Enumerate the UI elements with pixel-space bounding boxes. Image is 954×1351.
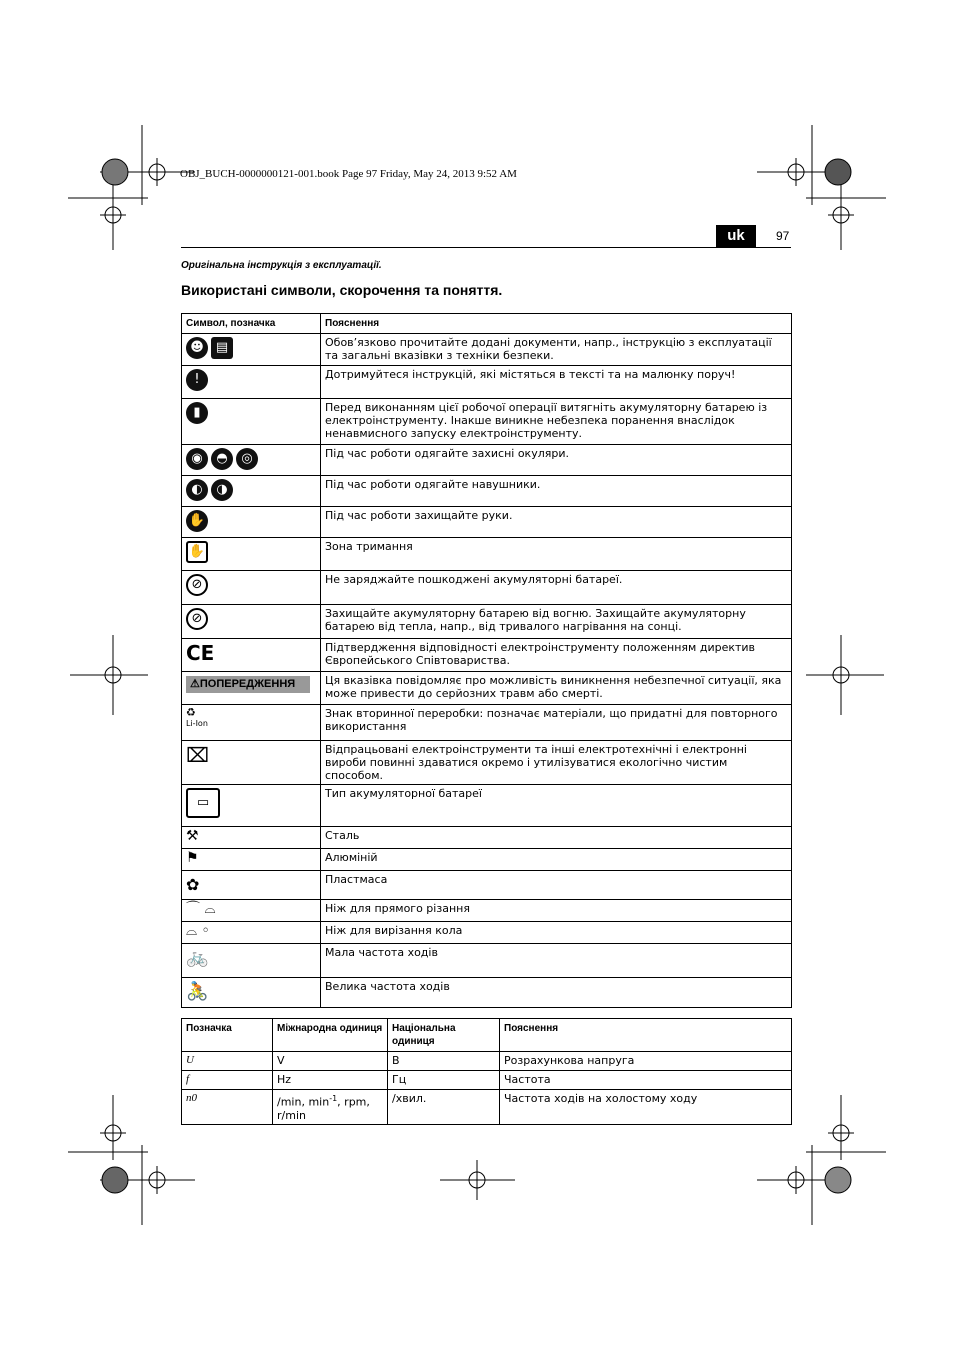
aluminium-icon: ⚑ [186,850,199,866]
circle-knife-icon: ⌓ ◦ [186,923,210,939]
table-row [182,871,792,900]
header-national-unit: Національна одиниця [388,1019,500,1052]
table-header-row [182,314,792,334]
li-ion-label: Li-Ion [186,719,208,728]
cell-intl: Hz [273,1071,388,1090]
header-explanation: Пояснення [500,1019,792,1052]
table-row [182,538,792,571]
plastic-pvc-icon: ✿ [186,875,200,894]
steel-icon: ⚒ [186,828,199,844]
fast-cyclist-icon: 🚴 [186,981,209,1002]
header-rule [181,247,791,248]
table-row [182,849,792,871]
section-heading: Використані символи, скорочення та поняття. [181,282,503,298]
cell-national: /хвил. [388,1090,500,1125]
table-row [182,334,792,366]
table-row [182,1090,792,1125]
table-row [182,476,792,507]
table-row [182,922,792,944]
row-text: Ніж для прямого різання [321,900,792,922]
table-row [182,366,792,399]
table-row [182,741,792,785]
table-row [182,785,792,827]
cell-symbol: f [182,1071,273,1090]
cell-national: В [388,1052,500,1071]
row-text: Під час роботи захищайте руки. [321,507,792,538]
cell-symbol: U [182,1052,273,1071]
cell-intl [273,1090,388,1125]
gloves-icon: ✋ [186,510,208,532]
header-explanation: Пояснення [321,314,792,334]
table-header-row [182,1019,792,1052]
row-text: Обов’язково прочитайте додані документи, напр., інструкцію з експлуатації та загальні вказівки з техніки безпеки. [321,334,792,366]
row-text: Захищайте акумуляторну батарею від вогню. Захищайте акумуляторну батарею від тепла, напр., від тривалого нагрівання на сонці. [321,605,792,639]
table-row [182,1052,792,1071]
row-text: Перед виконанням цієї робочої операції витягніть акумуляторну батарею із електроінструменту. Інакше виникне небезпека поранення внаслідок ненавмисного запуску електроінструменту. [321,399,792,445]
warning-label: ⚠ПОПЕРЕДЖЕННЯ [186,676,310,693]
row-text: Знак вторинної переробки: позначає матеріали, що придатні для повторного використання [321,705,792,741]
row-text: Під час роботи одягайте захисні окуляри. [321,445,792,476]
symbols-table [181,313,792,1008]
crossed-bin-icon: ⌧ [186,743,210,767]
table-row [182,639,792,672]
cell-intl: V [273,1052,388,1071]
book-icon: ▤ [211,337,233,359]
cell-text: Розрахункова напруга [500,1052,792,1071]
remove-battery-icon: ▮ [186,402,208,424]
table-row [182,571,792,605]
row-text: Пластмаса [321,871,792,900]
table-row [182,672,792,705]
intl-unit-a: /min, min [277,1095,330,1109]
battery-type-icon: ▭ [186,788,220,818]
row-text: Підтвердження відповідності електроінструменту положенням директив Європейського Співтовариства. [321,639,792,672]
straight-knife-icon: ⌒ ⌓ [186,901,216,917]
table-row [182,507,792,538]
intl-unit-b: , rpm, r/min [277,1095,370,1122]
table-row [182,445,792,476]
row-text: Ніж для вирізання кола [321,922,792,944]
face-shield-icon: ◓ [211,448,233,470]
units-table [181,1018,792,1125]
row-text: Сталь [321,827,792,849]
header-symbol: Позначка [182,1019,273,1052]
ear-protection-icon: ◐ [186,479,208,501]
grip-zone-icon: ✋ [186,541,208,563]
book-info-line: OBJ_BUCH-0000000121-001.book Page 97 Friday, May 24, 2013 9:52 AM [180,168,517,180]
row-text: Під час роботи одягайте навушники. [321,476,792,507]
ce-mark-icon: CE [186,641,215,665]
exclamation-icon: ! [186,369,208,391]
row-text: Дотримуйтеся інструкцій, які містяться в тексті та на малюнку поруч! [321,366,792,399]
row-text: Мала частота ходів [321,944,792,978]
row-text: Велика частота ходів [321,978,792,1008]
row-text: Не заряджайте пошкоджені акумуляторні батареї. [321,571,792,605]
slow-cyclist-icon: 🚲 [186,947,209,968]
cell-text: Частота [500,1071,792,1090]
table-row [182,944,792,978]
table-row [182,399,792,445]
header-intl-unit: Міжнародна одиниця [273,1019,388,1052]
no-charge-damaged-icon: ⊘ [186,574,208,596]
goggles-icon: ◉ [186,448,208,470]
page-number: 97 [776,229,790,243]
table-row [182,827,792,849]
headphones-icon: ◑ [211,479,233,501]
cell-national: Гц [388,1071,500,1090]
read-manual-icon: ☻ [186,337,208,359]
recycling-li-ion-icon: ♻ Li-Ion [186,706,208,728]
warning-label-text: ПОПЕРЕДЖЕННЯ [199,678,296,690]
table-row [182,705,792,741]
header-symbol: Символ, позначка [182,314,321,334]
subtitle: Оригінальна інструкція з експлуатації. [181,260,382,271]
row-text: Алюміній [321,849,792,871]
table-row [182,978,792,1008]
table-row [182,900,792,922]
intl-unit-sup: -1 [329,1094,338,1103]
language-badge: uk [716,225,756,247]
row-text: Зона тримання [321,538,792,571]
row-text: Тип акумуляторної батареї [321,785,792,827]
cell-symbol: n0 [182,1090,273,1125]
table-row [182,605,792,639]
no-fire-icon: ⊘ [186,608,208,630]
safety-glasses-icon: ◎ [236,448,258,470]
table-row [182,1071,792,1090]
cell-text: Частота ходів на холостому ходу [500,1090,792,1125]
row-text: Відпрацьовані електроінструменти та інші електротехнічні і електронні вироби повинні здаватися окремо і утилізуватися екологічно чистим способом. [321,741,792,785]
row-text: Ця вказівка повідомляє про можливість виникнення небезпечної ситуації, яка може привести до серйозних травм або смерті. [321,672,792,705]
